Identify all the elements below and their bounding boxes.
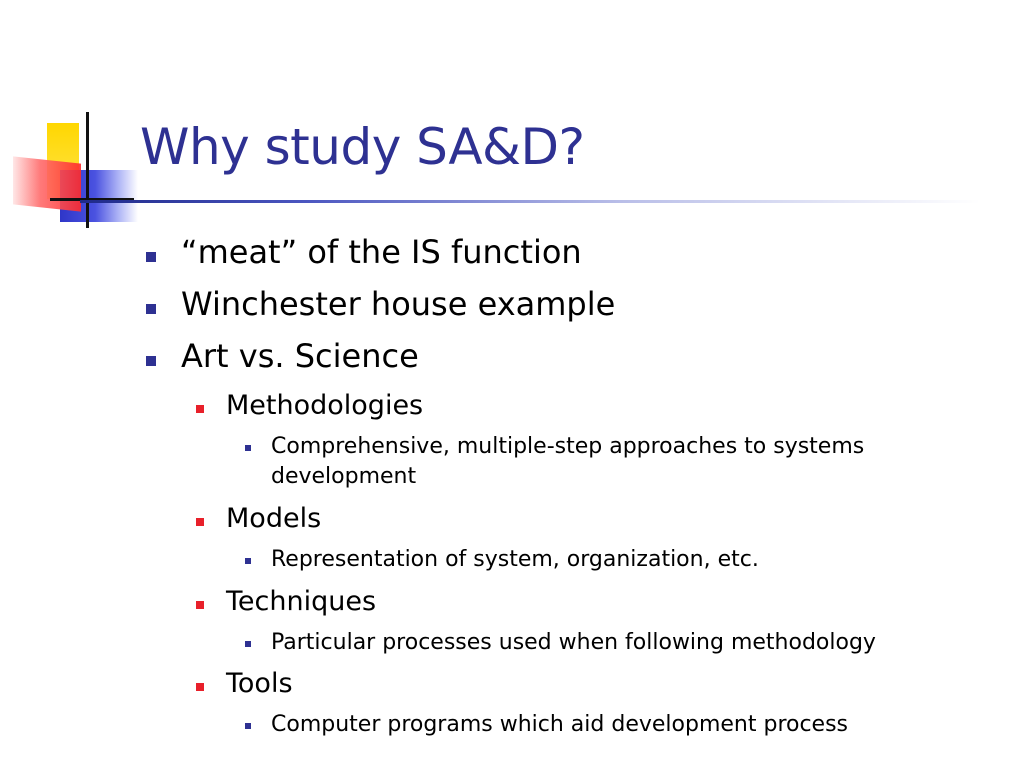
bullet-item <box>146 337 746 376</box>
square-bullet-icon <box>245 445 251 451</box>
sub-bullet-text: Tools <box>226 668 293 699</box>
square-bullet-icon <box>196 518 204 526</box>
detail-bullet-item <box>245 710 975 740</box>
square-bullet-icon <box>146 356 156 366</box>
detail-bullet-text: Particular processes used when following methodology <box>271 630 876 655</box>
bullet-item <box>146 233 746 272</box>
square-bullet-icon <box>146 304 156 314</box>
sub-bullet-text: Techniques <box>226 586 377 617</box>
detail-bullet-item <box>245 545 975 575</box>
bullet-item <box>146 285 746 324</box>
detail-bullet-text: Comprehensive, multiple-step approaches to systems development <box>271 434 865 489</box>
sub-bullet-item <box>196 670 696 700</box>
detail-bullet-item <box>245 628 975 658</box>
square-bullet-icon <box>196 601 204 609</box>
sub-bullet-text: Models <box>226 503 322 534</box>
detail-bullet-item <box>245 432 975 492</box>
slide-title: Why study SA&D? <box>140 118 585 176</box>
sub-bullet-item <box>196 588 696 618</box>
sub-bullet-item <box>196 392 696 422</box>
bullet-text: Art vs. Science <box>181 337 419 375</box>
square-bullet-icon <box>245 641 251 647</box>
bullet-text: “meat” of the IS function <box>181 233 582 271</box>
square-bullet-icon <box>196 405 204 413</box>
detail-bullet-text: Computer programs which aid development process <box>271 712 849 737</box>
square-bullet-icon <box>146 252 156 262</box>
square-bullet-icon <box>245 558 251 564</box>
bullet-text: Winchester house example <box>181 285 616 323</box>
square-bullet-icon <box>196 683 204 691</box>
sub-bullet-item <box>196 505 696 535</box>
sub-bullet-text: Methodologies <box>226 390 424 421</box>
square-bullet-icon <box>245 723 251 729</box>
detail-bullet-text: Representation of system, organization, etc. <box>271 547 759 572</box>
